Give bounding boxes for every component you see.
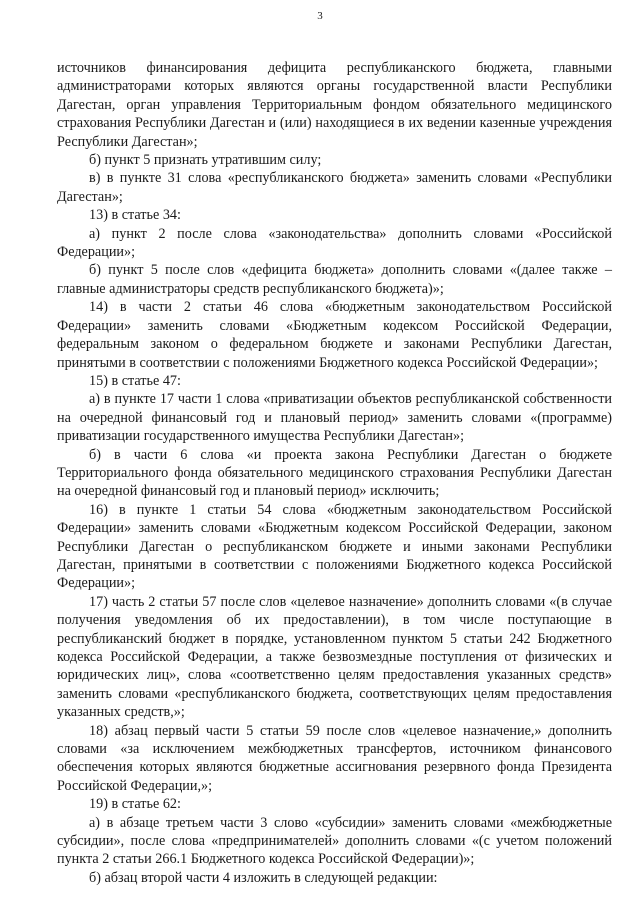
- paragraph: а) в пункте 17 части 1 слова «приватизации объектов республиканской собственности на очередной финансовый год и плановый период» заменить словами «(программе) приватизации государственного имущества Республики Дагестан»;: [57, 391, 612, 445]
- document-body: [57, 59, 612, 887]
- paragraph: а) пункт 2 после слова «законодательства» дополнить словами «Российской Федерации»;: [57, 225, 612, 261]
- paragraph: а) в абзаце третьем части 3 слово «субсидии» заменить словами «межбюджетные субсидии», после слова «предпринимателей» дополнить словами «(с учетом положений пункта 2 статьи 266.1 Бюджетного кодекса Российской Федерации)»;: [57, 814, 612, 868]
- paragraph: 14) в части 2 статьи 46 слова «бюджетным законодательством Российской Федерации» заменить словами «Бюджетным кодексом Российской Федерации, федеральным законом о федеральном бюджете и законами Республики Дагестан, принятыми в соответствии с положениями Бюджетного кодекса Российской Федерации»;: [57, 299, 612, 371]
- paragraph: источников финансирования дефицита республиканского бюджета, главными администраторами которых являются органы государственной власти Республики Дагестан, орган управления Территориальным фондом обязательного медицинского страхования Республики Дагестан и (или) находящиеся в их ведении казенные учреждения Республики Дагестан»;: [57, 60, 612, 150]
- paragraph: б) абзац второй части 4 изложить в следующей редакции:: [89, 869, 438, 886]
- paragraph: 17) часть 2 статьи 57 после слов «целевое назначение» дополнить словами «(в случае получения уведомления об их предоставлении), в том числе поступающие в республиканский бюджет в порядке, установленном пунктом 5 статьи 242 Бюджетного кодекса Российской Федерации, а также безвозмездные поступления от физических и юридических лиц», слова «соответственно целям предоставления указанных средств» заменить словами «республиканского бюджета, соответствующих целям предоставления указанных средств,»;: [57, 593, 612, 721]
- paragraph: 15) в статье 47:: [89, 372, 181, 389]
- paragraph: б) пункт 5 признать утратившим силу;: [89, 152, 322, 169]
- paragraph: 16) в пункте 1 статьи 54 слова «бюджетным законодательством Российской Федерации» заменить словами «Бюджетным кодексом Российской Федерации, законом Республики Дагестан о республиканском бюджете и иными законами Республики Дагестан, принятыми в соответствии с положениями Бюджетного кодекса Российской Федерации»;: [57, 501, 612, 592]
- paragraph: б) пункт 5 после слов «дефицита бюджета» дополнить словами «(далее также – главные администраторы средств республиканского бюджета)»;: [57, 262, 612, 297]
- paragraph: б) в части 6 слова «и проекта закона Республики Дагестан о бюджете Территориального фонда обязательного медицинского страхования Республики Дагестан на очередной финансовый год и плановый период» исключить;: [57, 446, 612, 500]
- paragraph: в) в пункте 31 слова «республиканского бюджета» заменить словами «Республики Дагестан»;: [57, 170, 612, 205]
- paragraph: 18) абзац первый части 5 статьи 59 после слов «целевое назначение,» дополнить словами «за исключением межбюджетных трансфертов, источником финансового обеспечения которых являются бюджетные ассигнования резервного фонда Президента Российской Федерации,»;: [57, 722, 612, 794]
- paragraph: 19) в статье 62:: [89, 796, 181, 813]
- page-number: 3: [317, 10, 323, 22]
- paragraph: 13) в статье 34:: [89, 207, 181, 224]
